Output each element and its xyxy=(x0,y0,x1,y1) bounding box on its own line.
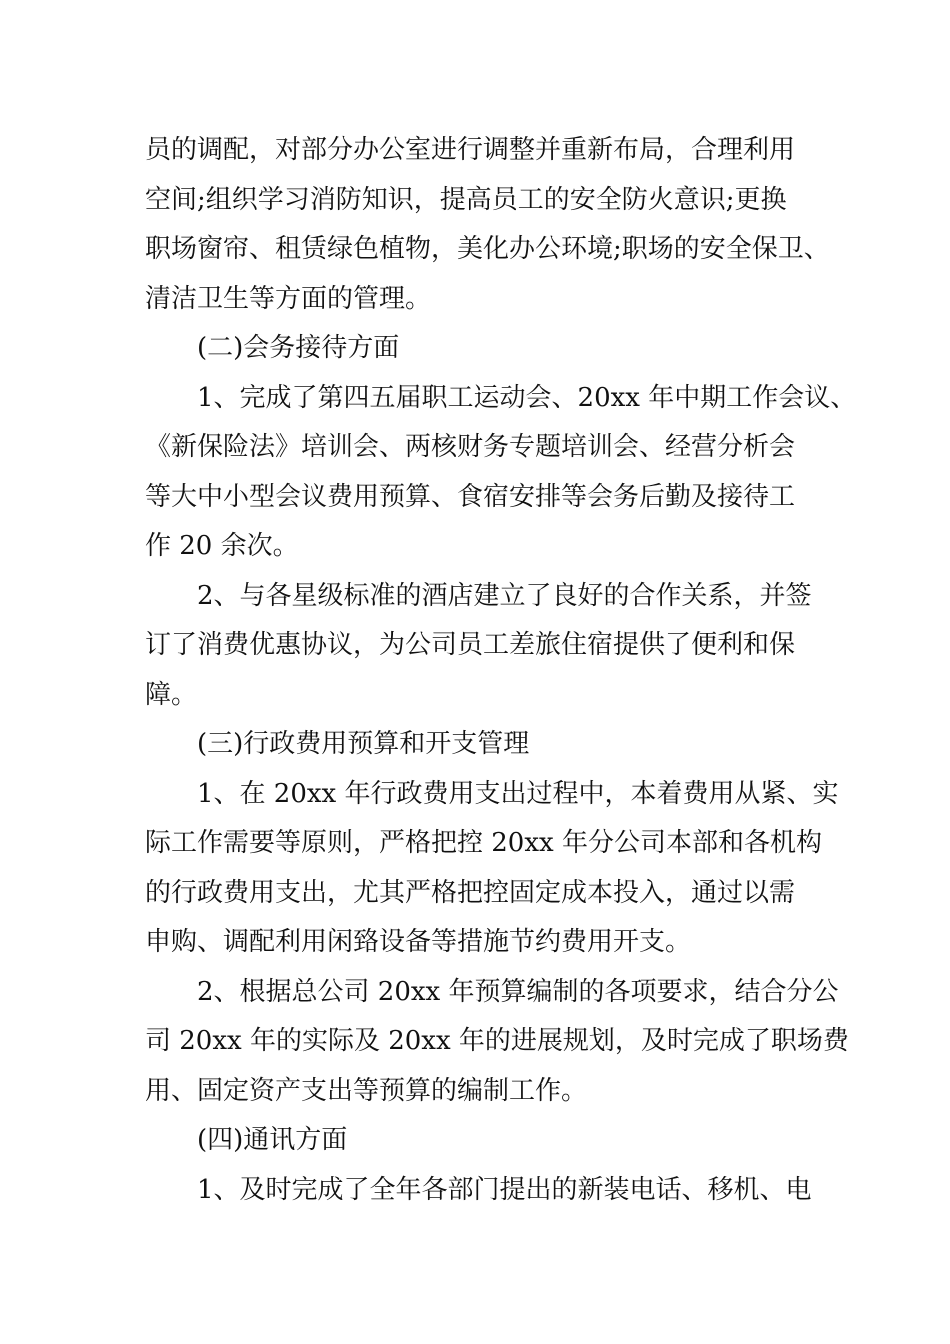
text-line: 员的调配，对部分办公室进行调整并重新布局，合理利用 xyxy=(145,135,796,165)
paragraph-4 xyxy=(145,572,825,721)
paragraph-9 xyxy=(145,1166,825,1216)
document-body xyxy=(145,126,857,1215)
text-line: 申购、调配利用闲臵设备等措施节约费用开支。 xyxy=(145,927,692,957)
text-line: 职场窗帘、租赁绿色植物，美化办公环境;职场的安全保卫、 xyxy=(145,234,830,264)
heading-line: (二)会务接待方面 xyxy=(197,333,400,363)
text-line: 1、及时完成了全年各部门提出的新装电话、移机、电 xyxy=(197,1174,812,1205)
text-line: 2、根据总公司 20xx 年预算编制的各项要求，结合分公 xyxy=(197,976,839,1007)
text-line: 障。 xyxy=(145,679,198,710)
heading-line: (三)行政费用预算和开支管理 xyxy=(197,729,530,759)
section-heading-3 xyxy=(145,720,825,770)
text-line: 际工作需要等原则，严格把控 20xx 年分公司本部和各机构 xyxy=(145,828,822,858)
text-line: 2、与各星级标准的酒店建立了良好的合作关系，并签 xyxy=(197,580,812,611)
section-heading-2 xyxy=(145,324,825,374)
text-line: 1、完成了第四五届职工运动会、20xx 年中期工作会议、 xyxy=(197,382,857,413)
heading-line: (四)通讯方面 xyxy=(197,1125,348,1155)
paragraph-6 xyxy=(145,770,839,968)
text-line: 的行政费用支出，尤其严格把控固定成本投入，通过以需 xyxy=(145,877,796,908)
section-heading-4 xyxy=(145,1116,825,1166)
paragraph-7 xyxy=(145,968,849,1117)
text-line: 清洁卫生等方面的管理。 xyxy=(145,283,432,314)
text-line: 用、固定资产支出等预算的编制工作。 xyxy=(145,1075,588,1106)
text-line: 空间;组织学习消防知识，提高员工的安全防火意识;更换 xyxy=(145,184,787,215)
text-line: 《新保险法》培训会、两核财务专题培训会、经营分析会 xyxy=(145,432,796,462)
text-line: 1、在 20xx 年行政费用支出过程中，本着费用从紧、实 xyxy=(197,778,839,809)
paragraph-3 xyxy=(145,374,857,572)
text-line: 等大中小型会议费用预算、食宿安排等会务后勤及接待工 xyxy=(145,481,796,512)
text-line: 订了消费优惠协议，为公司员工差旅住宿提供了便利和保 xyxy=(145,630,796,660)
text-line: 司 20xx 年的实际及 20xx 年的进展规划，及时完成了职场费 xyxy=(145,1026,849,1056)
paragraph-1 xyxy=(145,126,830,324)
text-line: 作 20 余次。 xyxy=(145,531,299,561)
